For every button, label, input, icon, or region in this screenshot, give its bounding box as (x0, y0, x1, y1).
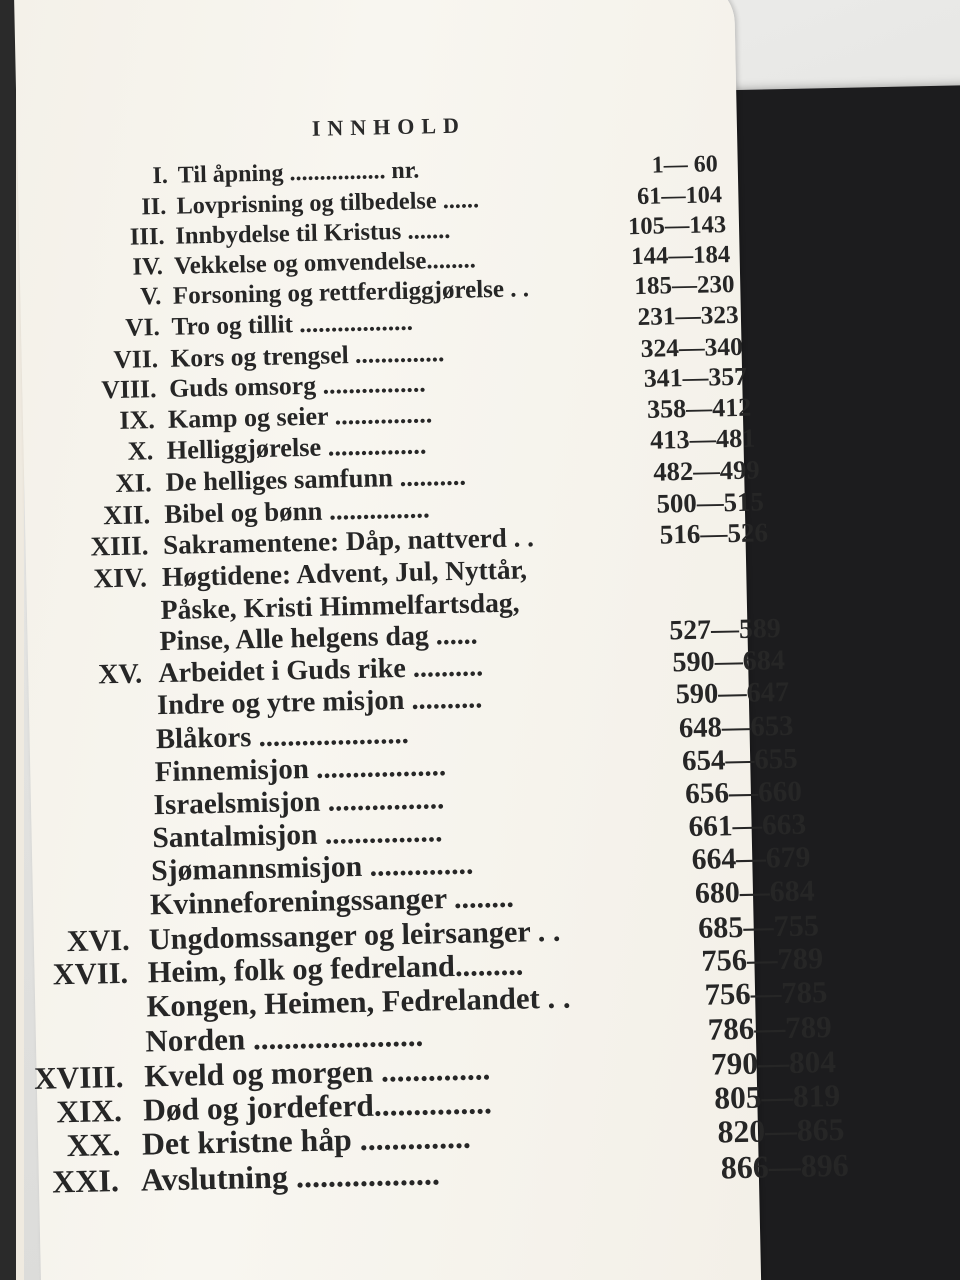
toc-entry-title: De helliges samfunn .......... (165, 461, 467, 498)
toc-entry-title: Tro og tillit .................. (171, 307, 414, 341)
toc-entry-number: XVII. (52, 956, 129, 992)
toc-entry-title: Det kristne håp .............. (141, 1120, 472, 1163)
toc-entry-title: Ungdomssanger og leirsanger . . (148, 913, 561, 957)
toc-entry-range: 866—896 (720, 1146, 850, 1186)
toc-entry-number: V. (139, 282, 162, 311)
toc-entry-title: Innbydelse til Kristus ....... (175, 216, 451, 250)
toc-entry-number: VI. (125, 313, 161, 342)
toc-entry-range: 413—481 (649, 423, 756, 455)
toc-entry-range: 820—865 (717, 1112, 845, 1150)
toc-entry-title: Pinse, Alle helgens dag ...... (159, 619, 478, 657)
toc-entry-number: XV. (97, 658, 143, 691)
toc-entry-range: 680—684 (694, 874, 815, 911)
toc-entry-range: 756—785 (704, 975, 828, 1013)
toc-entry-title: Påske, Kristi Himmelfartsdag, (160, 586, 520, 625)
toc-entry-range: 590—684 (672, 645, 786, 679)
toc-entry-title: Forsoning og rettferdiggjørelse . . (172, 275, 530, 310)
toc-entry-number: XIX. (56, 1092, 123, 1130)
toc-entry-range: 105—143 (627, 210, 727, 240)
toc-entry-range: 805—819 (713, 1077, 841, 1116)
toc-entry-range: 790—804 (710, 1043, 837, 1082)
toc-entry-title: Kamp og seier ............... (167, 399, 433, 435)
toc-entry-range: 324—340 (640, 331, 744, 363)
contents-page (14, 0, 850, 1280)
toc-entry-title: Til åpning ................ nr. (177, 157, 420, 189)
toc-entry-title: Avslutning .................. (140, 1155, 441, 1198)
toc-entry-range: 185—230 (634, 270, 735, 300)
toc-entry-range: 482—499 (653, 454, 760, 488)
toc-entry-title: Sakramentene: Dåp, nattverd . . (162, 522, 535, 561)
toc-entry-range: 756—789 (701, 941, 824, 979)
toc-entry-range: 144—184 (630, 240, 731, 270)
toc-entry-range: 786—789 (707, 1009, 832, 1048)
toc-entry-number: I. (152, 162, 169, 190)
book-spine (0, 0, 16, 1280)
toc-entry-title: Kongen, Heimen, Fedrelandet . . (146, 980, 571, 1024)
toc-entry-range: 500—515 (656, 486, 765, 519)
toc-entry-title: Kveld og morgen .............. (143, 1050, 491, 1094)
toc-entry-number: X. (127, 436, 154, 466)
toc-entry-range: 358—412 (646, 392, 752, 424)
toc-entry-title: Heim, folk og fedreland......... (147, 947, 524, 990)
toc-entry-number: XI. (115, 467, 152, 499)
toc-entry-range: 661—663 (688, 808, 807, 843)
toc-entry-title: Sjømannsmisjon .............. (150, 848, 474, 888)
toc-entry-range: 648—653 (678, 709, 794, 745)
toc-entry-title: Blåkors ..................... (155, 717, 410, 756)
toc-entry-title: Guds omsorg ................ (168, 368, 426, 404)
toc-entry-number: XII. (102, 499, 151, 530)
toc-entry-number: XIV. (93, 562, 148, 594)
toc-entry-title: Santalmisjon ................ (152, 815, 443, 854)
toc-entry-number: XVI. (66, 922, 130, 958)
page-heading: INNHOLD (311, 112, 467, 141)
toc-entry-range: 341—357 (643, 362, 748, 394)
toc-entry-number: XXI. (51, 1162, 120, 1200)
toc-entry-title: Finnemisjon .................. (154, 749, 447, 788)
toc-entry-title: Israelsmisjon ................ (153, 782, 445, 821)
toc-entry-range: 527—589 (668, 612, 782, 647)
toc-entry-range: 231—323 (637, 300, 739, 332)
toc-entry-title: Arbeidet i Guds rike .......... (158, 651, 484, 690)
toc-entry-title: Død og jordeferd............... (142, 1085, 493, 1128)
toc-entry-number: VII. (113, 343, 159, 374)
toc-entry-range: 664—679 (691, 841, 811, 876)
toc-entry-title: Vekkelse og omvendelse........ (173, 245, 477, 280)
toc-entry-range: 61—104 (636, 180, 723, 210)
toc-entry-number: III. (129, 222, 165, 251)
toc-entry-title: Helliggjørelse ............... (166, 430, 427, 466)
toc-entry-range: 685—755 (697, 908, 820, 945)
toc-entry-title: Kvinneforeningssanger ........ (149, 880, 515, 922)
toc-entry-range: 656—660 (684, 775, 803, 810)
toc-entry-range: 1— 60 (651, 151, 718, 179)
toc-entry-number: XX. (66, 1127, 121, 1164)
toc-entry-title: Lovprisning og tilbedelse ...... (176, 185, 480, 220)
toc-entry-number: XIII. (90, 530, 149, 562)
toc-entry-number: XVIII. (33, 1058, 124, 1096)
toc-entry-range: 654—655 (681, 742, 798, 777)
toc-entry-number: IX. (119, 405, 156, 436)
toc-entry-title: Kors og trengsel .............. (170, 337, 445, 373)
toc-entry-range: 590—647 (675, 677, 790, 711)
toc-entry-title: Norden ...................... (145, 1017, 424, 1059)
toc-entry-range: 516—526 (659, 517, 769, 550)
toc-entry-title: Bibel og bønn ............... (164, 493, 430, 529)
toc-entry-number: II. (141, 192, 167, 221)
toc-entry-title: Høgtidene: Advent, Jul, Nyttår, (161, 554, 528, 592)
toc-entry-title: Indre og ytre misjon .......... (156, 683, 483, 722)
toc-entry-number: IV. (132, 252, 164, 281)
toc-entry-number: VIII. (101, 374, 157, 405)
